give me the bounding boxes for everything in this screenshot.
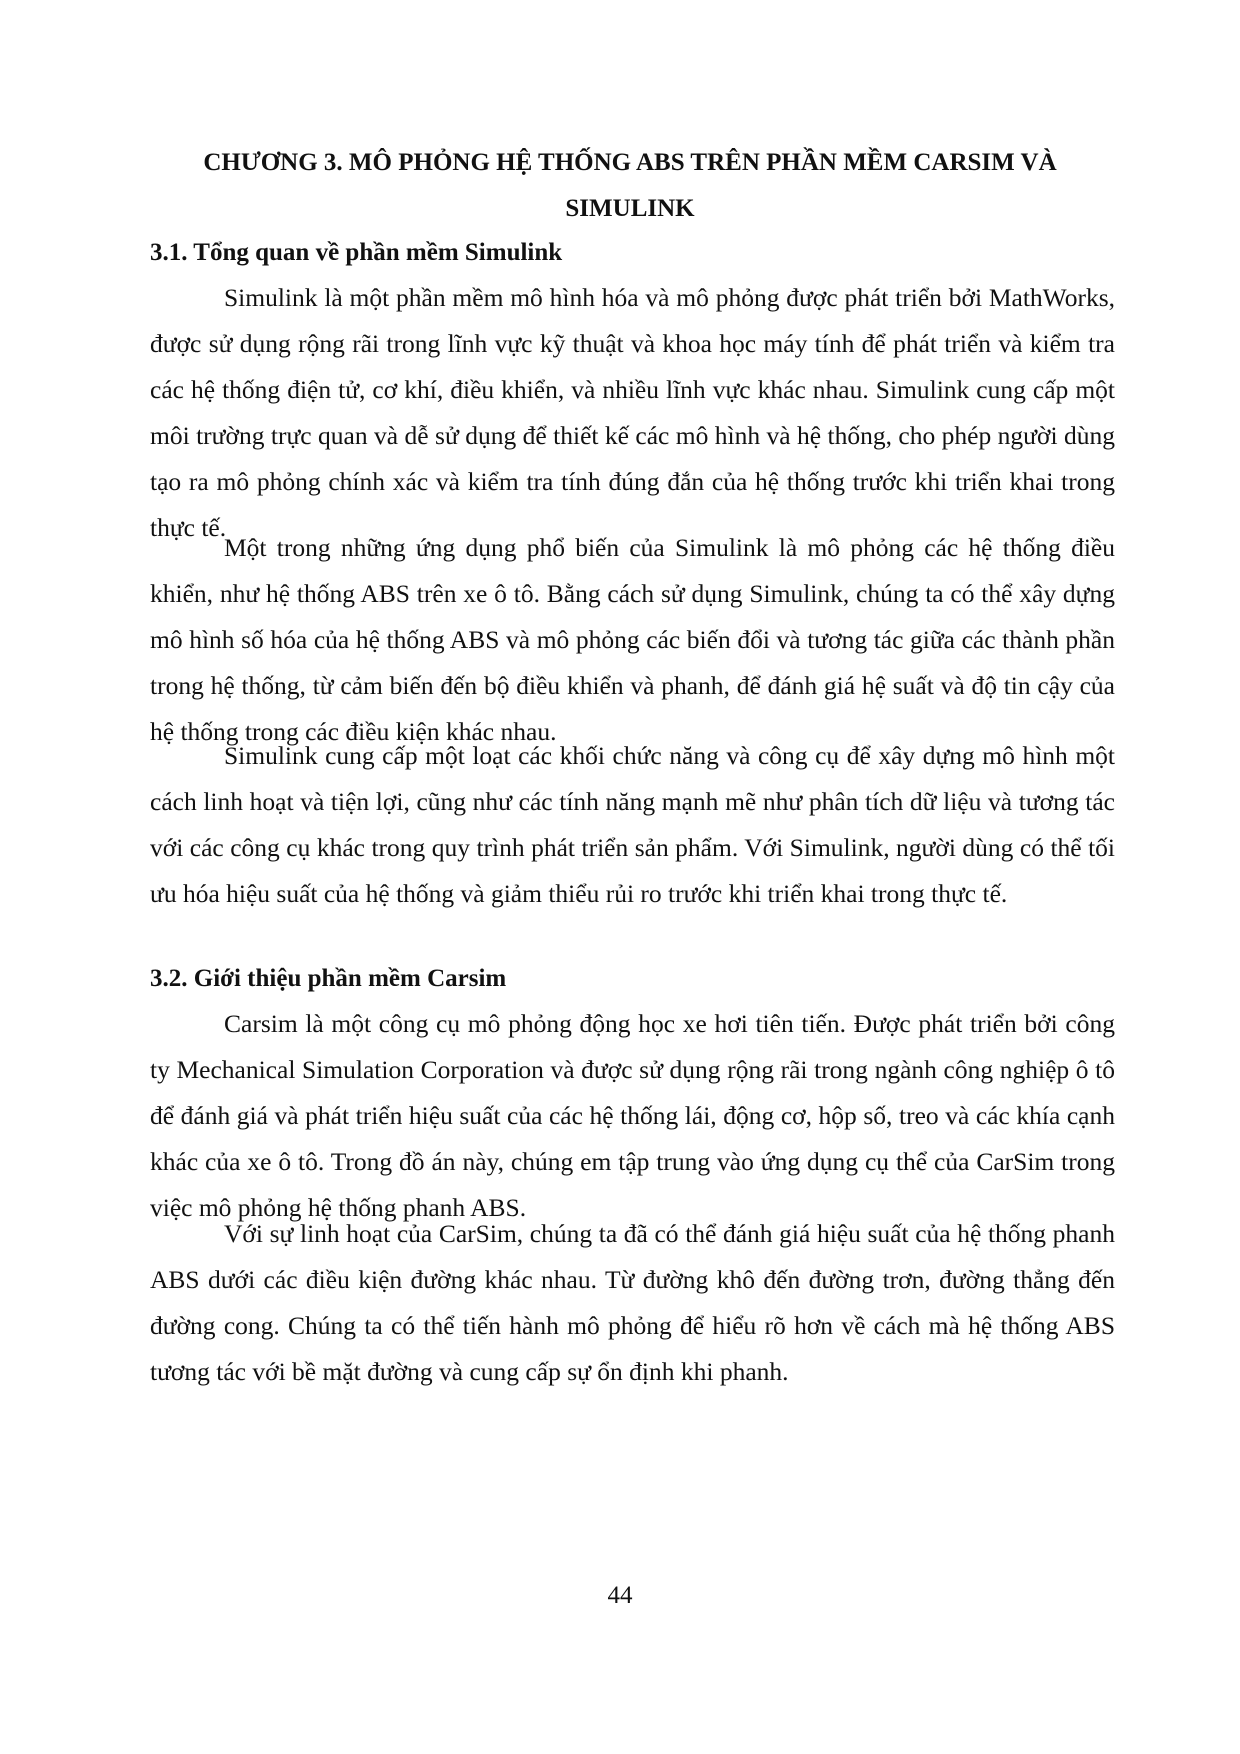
paragraph-carsim-intro: Carsim là một công cụ mô phỏng động học xe hơi tiên tiến. Được phát triển bởi công ty Mechanical Simulation Corporation và được sử dụng rộng rãi trong ngành công nghiệp ô tô để đánh giá và phát triển hiệu suất của các hệ thống lái, động cơ, hộp số, treo và các khía cạnh khác của xe ô tô. Trong đồ án này, chúng em tập trung vào ứng dụng cụ thể của CarSim trong việc mô phỏng hệ thống phanh ABS. <box>150 1009 1115 1222</box>
page-number: 44 <box>607 1582 633 1609</box>
section-heading-3-2: 3.2. Giới thiệu phần mềm Carsim <box>150 965 507 992</box>
paragraph-carsim-abs: Với sự linh hoạt của CarSim, chúng ta đã có thể đánh giá hiệu suất của hệ thống phanh ABS dưới các điều kiện đường khác nhau. Từ đường khô đến đường trơn, đường thẳng đến đường cong. Chúng ta có thể tiến hành mô phỏng để hiểu rõ hơn về cách mà hệ thống ABS tương tác với bề mặt đường và cung cấp sự ổn định khi phanh. <box>150 1219 1115 1386</box>
paragraph-simulink-intro: Simulink là một phần mềm mô hình hóa và mô phỏng được phát triển bởi MathWorks, được sử dụng rộng rãi trong lĩnh vực kỹ thuật và khoa học máy tính để phát triển và kiểm tra các hệ thống điện tử, cơ khí, điều khiển, và nhiều lĩnh vực khác nhau. Simulink cung cấp một môi trường trực quan và dễ sử dụng để thiết kế các mô hình và hệ thống, cho phép người dùng tạo ra mô phỏng chính xác và kiểm tra tính đúng đắn của hệ thống trước khi triển khai trong thực tế. <box>150 283 1115 542</box>
section-heading-3-1: 3.1. Tổng quan về phần mềm Simulink <box>150 239 563 266</box>
paragraph-simulink-features: Simulink cung cấp một loạt các khối chức năng và công cụ để xây dựng mô hình một cách linh hoạt và tiện lợi, cũng như các tính năng mạnh mẽ như phân tích dữ liệu và tương tác với các công cụ khác trong quy trình phát triển sản phẩm. Với Simulink, người dùng có thể tối ưu hóa hiệu suất của hệ thống và giảm thiểu rủi ro trước khi triển khai trong thực tế. <box>150 741 1115 908</box>
paragraph-simulink-abs: Một trong những ứng dụng phổ biến của Simulink là mô phỏng các hệ thống điều khiển, như hệ thống ABS trên xe ô tô. Bằng cách sử dụng Simulink, chúng ta có thể xây dựng mô hình số hóa của hệ thống ABS và mô phỏng các biến đổi và tương tác giữa các thành phần trong hệ thống, từ cảm biến đến bộ điều khiển và phanh, để đánh giá hệ suất và độ tin cậy của hệ thống trong các điều kiện khác nhau. <box>150 533 1115 746</box>
chapter-title: CHƯƠNG 3. MÔ PHỎNG HỆ THỐNG ABS TRÊN PHẦN MỀM CARSIM VÀ SIMULINK <box>203 149 1057 222</box>
